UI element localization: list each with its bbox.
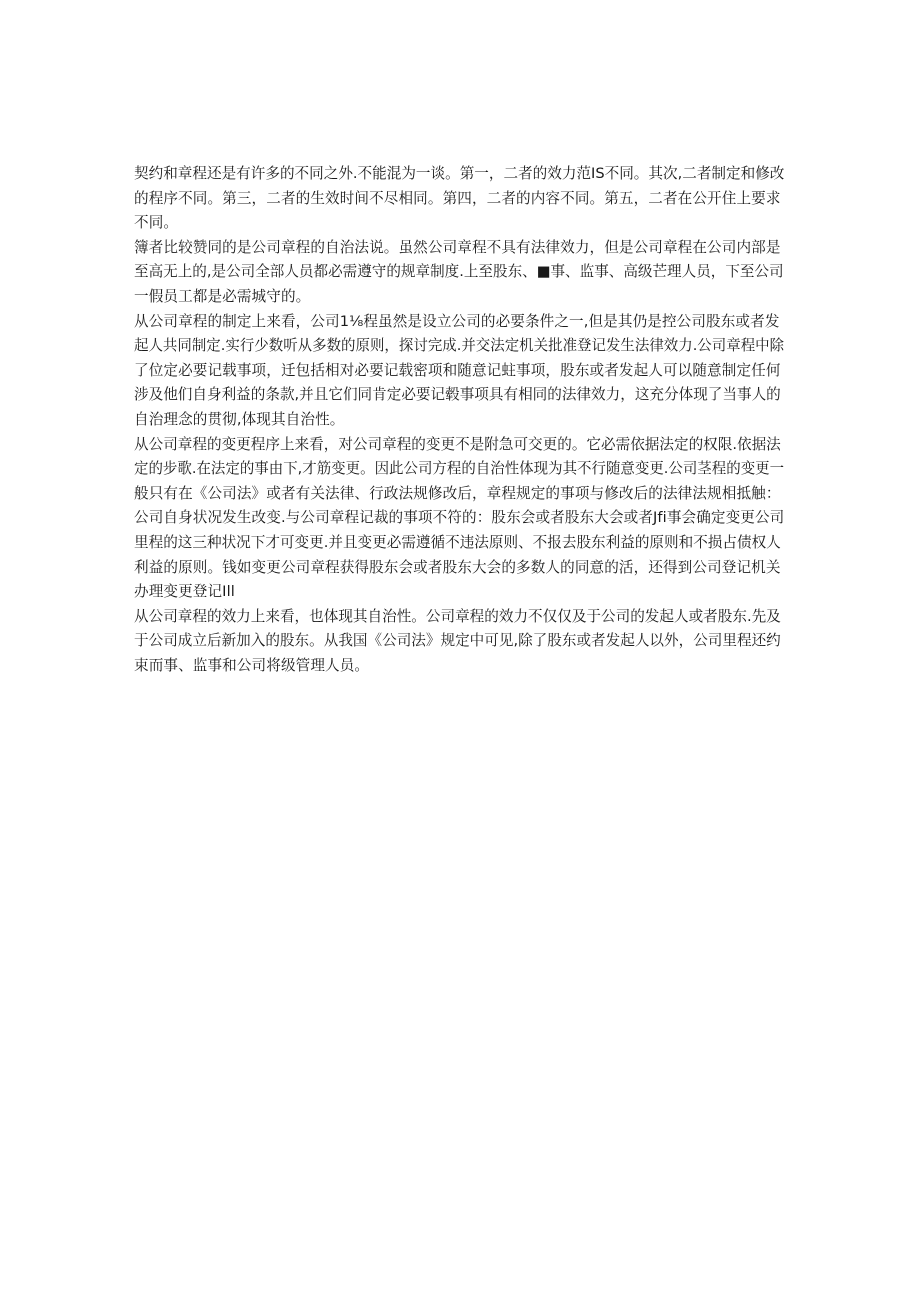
text-line: 利益的原则。钱如变更公司章程获得股东会或者股东大会的多数人的同意的活，还得到公司登记机关 (134, 558, 781, 576)
text-line: 般只有在《公司法》或者有关法律、行政法规修改后，章程规定的事项与修改后的法律法规相抵触： (134, 484, 781, 502)
text-line: 簿者比较赞同的是公司章程的自治法说。虽然公司章程不具有法律效力，但是公司章程在公司内部是 (134, 238, 781, 256)
text-line: 涉及他们自身利益的条款,并且它们同肯定必要记毂事项具有相同的法律效力，这充分体现了当事人的 (134, 386, 781, 404)
text-line: 起人共同制定.实行少数听从多数的原则，探讨完成.并交法定机关批准登记发生法律效力.公司章程中除 (134, 337, 785, 355)
text-line: 从公司章程的变更程序上来看，对公司章程的变更不是附急可交更的。它必需依据法定的权限.依据法 (134, 435, 781, 453)
body-text (134, 162, 784, 678)
text-line: 公司自身状况发生改变.与公司章程记裁的事项不符的：股东会或者股东大会或者Jfi事会确定变更公司 (134, 509, 785, 527)
text-line: 自治理念的贯彻,体现其自治性。 (134, 410, 345, 428)
text-line: 办理变更登记Ill (134, 583, 235, 601)
text-line: 不同。 (134, 214, 179, 232)
text-line: 束而事、监事和公司将级管理人员。 (134, 656, 370, 674)
text-line: 一假员工都是必需城守的。 (134, 287, 311, 305)
text-line: 至高无上的,是公司全部人员都必需遵守的规章制度.上至股东、■事、监事、高级芒理人员，下至公司 (134, 263, 784, 281)
text-line: 从公司章程的制定上来看，公司1⅛程虽然是设立公司的必要条件之一,但是其仍是控公司股东或者发 (134, 312, 780, 330)
text-line: 从公司章程的效力上来看，也体现其自治性。公司章程的效力不仅仅及于公司的发起人或者股东.先及 (134, 607, 781, 625)
text-line: 契约和章程还是有许多的不同之外.不能混为一谈。第一，二者的效力范IS不同。其次,二者制定和修改 (134, 165, 785, 182)
text-line: 定的步歌.在法定的事由下,才筋变更。因此公司方程的自治性体现为其不行随意变更.公司茎程的变更一 (134, 460, 785, 478)
text-line: 了位定必要记载事项，迁包括相对必要记载密项和随意记蛀事项，股东或者发起人可以随意制定任何 (134, 361, 781, 379)
text-line: 的程序不同。第三，二者的生效时间不尽相同。第四，二者的内容不同。第五，二者在公开住上要求 (134, 189, 781, 207)
text-line: 于公司成立后新加入的股东。从我国《公司法》规定中可见,除了股东或者发起人以外，公司里程还约 (134, 632, 781, 650)
text-line: 里程的这三种状况下才可变更.并且变更必需遵循不违法原则、不报去股东利益的原则和不损占债权人 (134, 533, 781, 551)
